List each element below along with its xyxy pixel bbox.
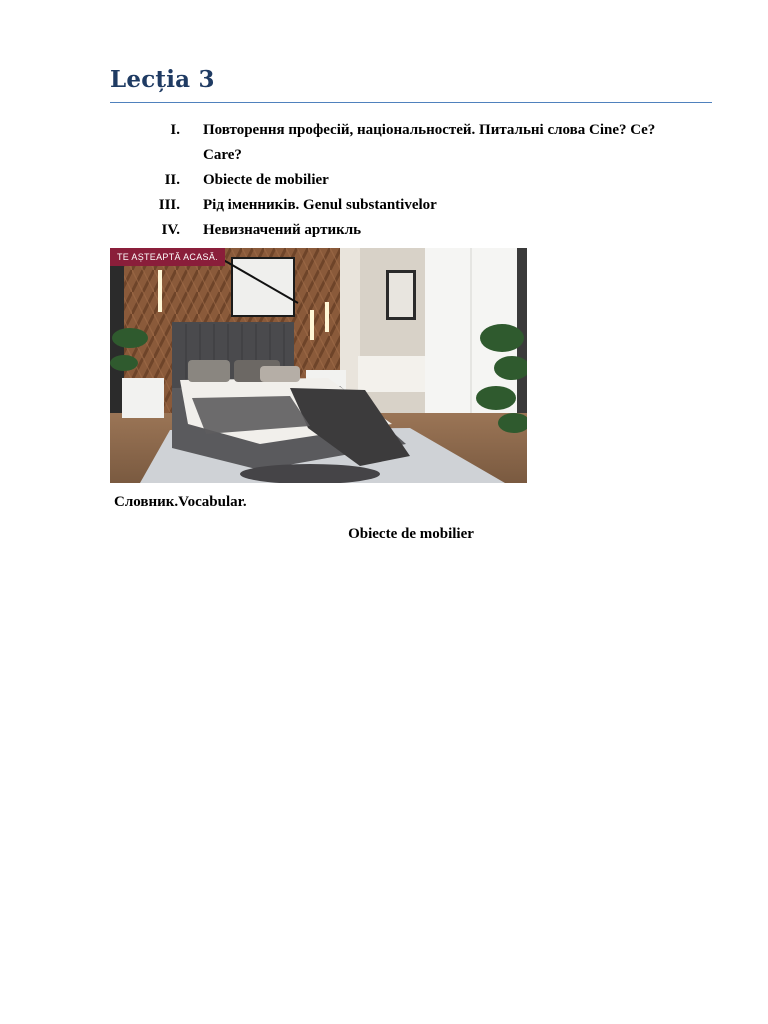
outline-item (110, 193, 690, 218)
outline-number: I. (170, 122, 180, 138)
outline-item (110, 118, 690, 168)
section-title: Obiecte de mobilier (348, 526, 474, 542)
outline-number: II. (164, 172, 180, 188)
promo-badge: TE AȘTEAPTĂ ACASĂ. (110, 248, 225, 266)
bedroom-photo (110, 248, 527, 483)
bedroom-illustration (110, 248, 527, 483)
outline-text: Obiecte de mobilier (203, 172, 329, 188)
outline-text: Невизначений артикль (203, 222, 362, 238)
lesson-title: Lecția 3 (110, 66, 215, 93)
vocabulary-heading: Словник.Vocabular. (114, 494, 247, 510)
outline-item (110, 218, 690, 243)
outline-text: Повторення професій, національностей. Питальні слова Cine? Ce? Care? (203, 122, 656, 163)
title-underline (110, 102, 712, 103)
outline-item (110, 168, 690, 193)
lesson-outline (110, 118, 690, 243)
outline-text: Рід іменників. Genul substantivelor (203, 197, 437, 213)
outline-number: IV. (161, 222, 180, 238)
outline-number: III. (158, 197, 180, 213)
